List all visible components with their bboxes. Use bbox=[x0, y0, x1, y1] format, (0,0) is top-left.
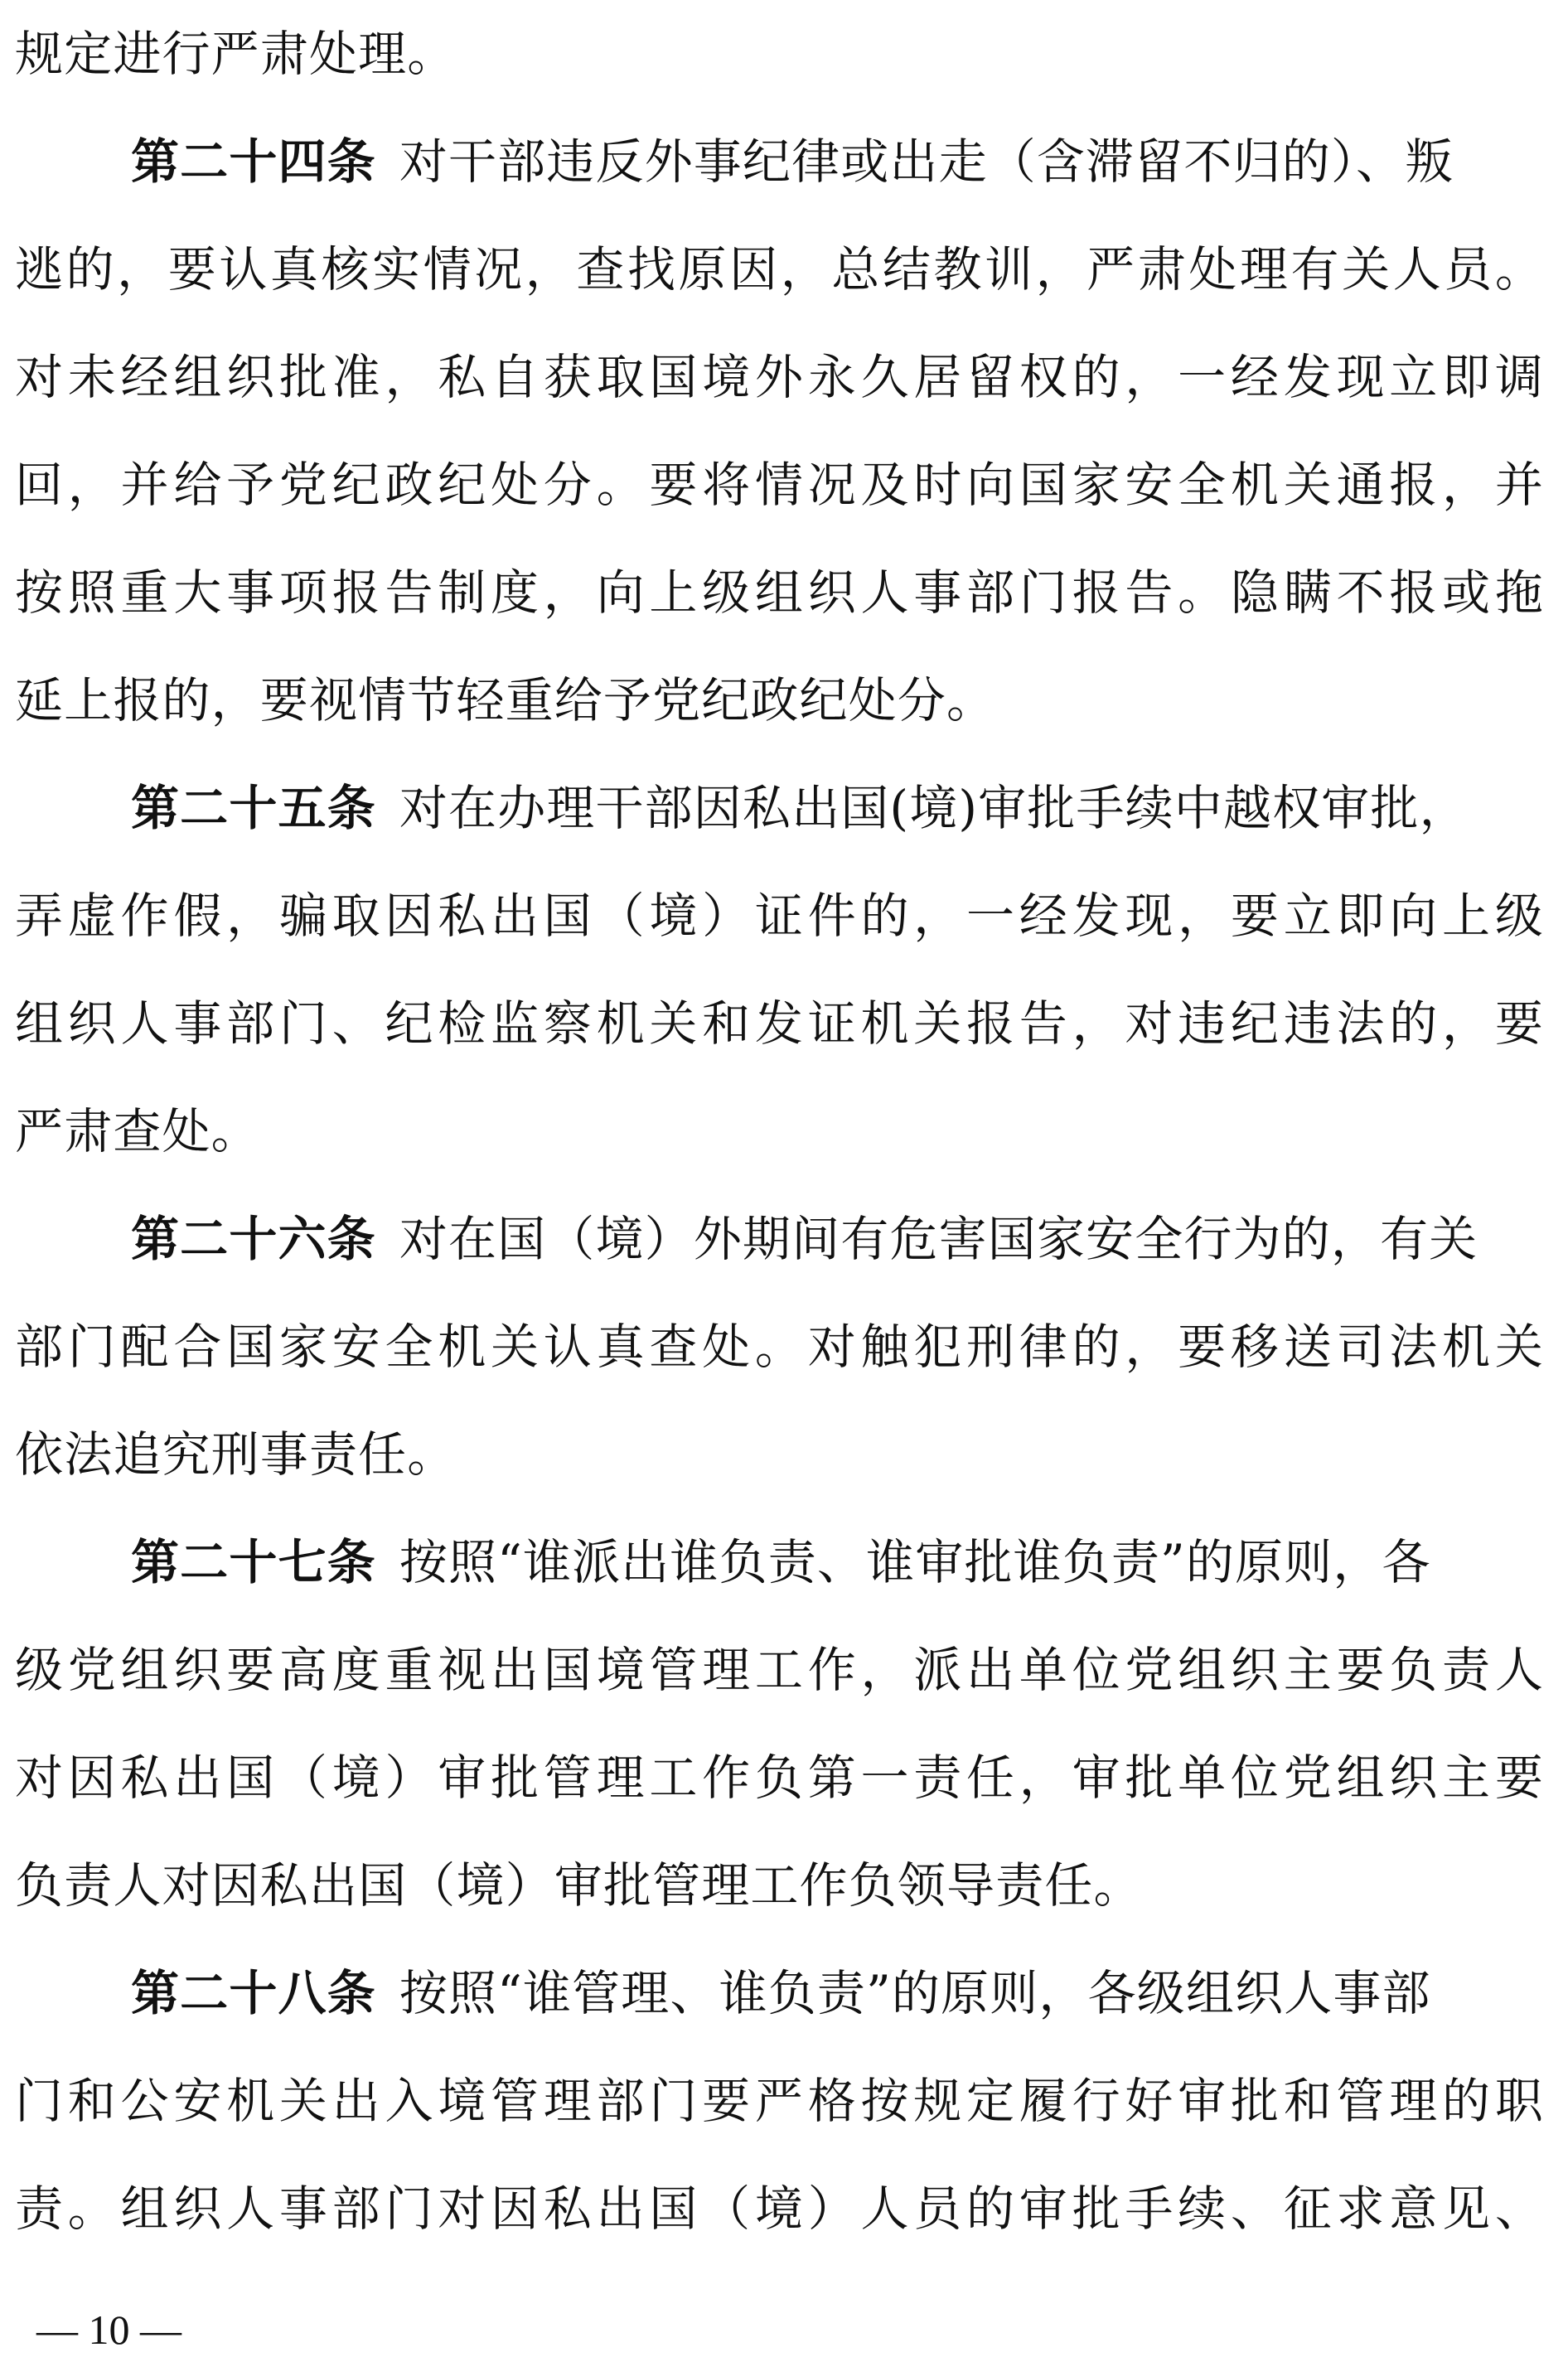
article-26-text: 对在国（境）外期间有危害国家安全行为的，有关 bbox=[399, 1211, 1478, 1267]
text-line: 逃的，要认真核实情况，查找原因，总结教训，严肃处理有关人员。 bbox=[15, 241, 1544, 298]
text-line: 回，并给予党纪政纪处分。要将情况及时向国家安全机关通报，并 bbox=[15, 457, 1544, 513]
article-27-text: 按照“谁派出谁负责、谁审批谁负责”的原则，各 bbox=[399, 1534, 1431, 1590]
text-line: 按照重大事项报告制度，向上级组织人事部门报告。隐瞒不报或拖 bbox=[15, 564, 1544, 621]
page-number: — 10 — bbox=[36, 2306, 181, 2353]
article-27-heading: 第二十七条 bbox=[131, 1534, 376, 1590]
article-24-heading: 第二十四条 bbox=[131, 133, 376, 190]
text-line: 规定进行严肃处理。 bbox=[15, 26, 457, 82]
article-26-heading: 第二十六条 bbox=[131, 1211, 376, 1267]
article-28-heading: 第二十八条 bbox=[131, 1965, 376, 2021]
article-25-text: 对在办理干部因私出国(境)审批手续中越权审批， bbox=[399, 780, 1469, 836]
article-25-first-line bbox=[15, 754, 1544, 862]
article-28-text: 按照“谁管理、谁负责”的原则，各级组织人事部 bbox=[399, 1965, 1431, 2021]
text-line: 门和公安机关出入境管理部门要严格按规定履行好审批和管理的职 bbox=[15, 2073, 1544, 2129]
article-25-heading: 第二十五条 bbox=[131, 780, 376, 836]
text-line: 延上报的，要视情节轻重给予党纪政纪处分。 bbox=[15, 672, 996, 728]
text-line: 对因私出国（境）审批管理工作负第一责任，审批单位党组织主要 bbox=[15, 1750, 1544, 1806]
text-line: 责。组织人事部门对因私出国（境）人员的审批手续、征求意见、 bbox=[15, 2180, 1544, 2237]
text-line: 级党组织要高度重视出国境管理工作，派出单位党组织主要负责人 bbox=[15, 1642, 1544, 1698]
text-line: 负责人对因私出国（境）审批管理工作负领导责任。 bbox=[15, 1857, 1143, 1914]
text-line: 对未经组织批准，私自获取国境外永久居留权的，一经发现立即调 bbox=[15, 349, 1544, 405]
text-line: 依法追究刑事责任。 bbox=[15, 1426, 457, 1483]
article-27-first-line bbox=[15, 1508, 1544, 1616]
article-24-text: 对干部违反外事纪律或出走（含滞留不归的）、叛 bbox=[399, 133, 1454, 190]
body-text bbox=[15, 0, 1544, 2263]
article-24-first-line bbox=[15, 108, 1544, 215]
text-line: 组织人事部门、纪检监察机关和发证机关报告，对违纪违法的，要 bbox=[15, 995, 1544, 1052]
article-28-first-line bbox=[15, 1939, 1544, 2047]
text-line: 弄虚作假，骗取因私出国（境）证件的，一经发现，要立即向上级 bbox=[15, 888, 1544, 944]
article-26-first-line bbox=[15, 1185, 1544, 1293]
text-line: 严肃查处。 bbox=[15, 1103, 260, 1159]
text-line: 部门配合国家安全机关认真查处。对触犯刑律的，要移送司法机关 bbox=[15, 1319, 1544, 1375]
